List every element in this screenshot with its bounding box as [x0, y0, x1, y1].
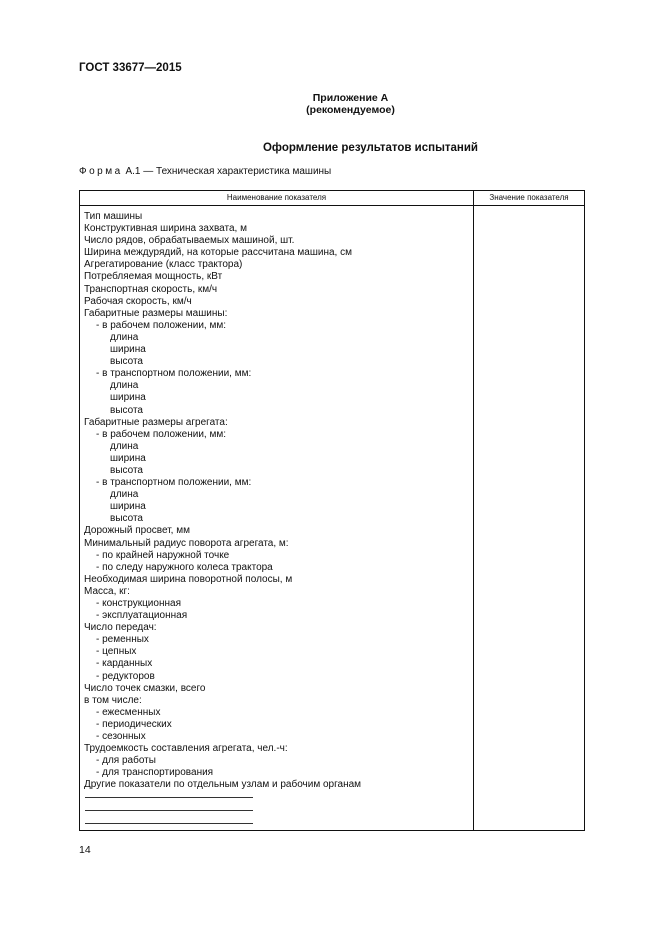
table-row: Минимальный радиус поворота агрегата, м: [84, 537, 289, 549]
form-caption-text: — Техническая характеристика машины [143, 166, 332, 177]
table-row: длина [110, 440, 139, 452]
table-row: Число точек смазки, всего [84, 682, 206, 694]
table-row: Тип машины [84, 211, 143, 222]
table-row: длина [110, 380, 139, 392]
table-row: длина [110, 331, 139, 343]
table-row: - по следу наружного колеса трактора [96, 561, 273, 573]
appendix-heading [0, 92, 661, 116]
table-row: - ежесменных [96, 706, 161, 718]
table-row: - ременных [96, 634, 149, 646]
document-code: ГОСТ 33677—2015 [79, 62, 182, 74]
table-row: - в транспортном положении, мм: [96, 368, 252, 380]
table-row: - редукторов [96, 670, 155, 682]
table-row: Ширина междурядий, на которые рассчитана машина, см [84, 247, 352, 259]
table-row: Другие показатели по отдельным узлам и рабочим органам [84, 779, 362, 791]
table-row: - для работы [96, 755, 156, 767]
table-row: Потребляемая мощность, кВт [84, 271, 223, 283]
appendix-subtitle: (рекомендуемое) [306, 104, 395, 116]
table-row: Трудоемкость составления агрегата, чел.-ч: [84, 743, 288, 755]
table-row: ширина [110, 452, 146, 464]
table-row: - периодических [96, 718, 172, 730]
section-title: Оформление результатов испытаний [262, 142, 479, 154]
header-divider [80, 205, 584, 206]
table-row: высота [110, 513, 143, 525]
table-row: ширина [110, 344, 146, 356]
table-row: - для транспортирования [96, 767, 214, 779]
table-row: - в рабочем положении, мм: [96, 319, 226, 331]
table-row: - конструкционная [96, 598, 181, 609]
blank-line [85, 810, 253, 823]
table-row: Необходимая ширина поворотной полосы, м [84, 573, 293, 585]
table-row: ширина [110, 392, 146, 404]
table-row: Рабочая скорость, км/ч [84, 295, 192, 307]
table-row: - эксплуатационная [96, 610, 188, 622]
column-header-name: Наименование показателя [226, 193, 327, 202]
table-row: - цепных [96, 646, 137, 658]
page-number: 14 [79, 844, 91, 856]
table-row: Масса, кг: [84, 585, 130, 597]
table-row: Габаритные размеры машины: [84, 307, 228, 319]
table-row: Дорожный просвет, мм [84, 525, 190, 537]
table-row: высота [110, 404, 143, 416]
appendix-title: Приложение А [312, 92, 389, 104]
table-rows [84, 211, 361, 792]
form-caption-number: А.1 [125, 166, 141, 177]
table-row: - сезонных [96, 731, 146, 743]
blank-line [85, 797, 253, 810]
table-row: - в транспортном положении, мм: [96, 477, 252, 489]
table-row: ширина [110, 501, 146, 513]
column-header-value: Значение показателя [489, 193, 569, 202]
blank-lines [85, 797, 253, 836]
form-caption-prefix: Форма [79, 166, 123, 177]
column-divider [473, 191, 474, 830]
table-row: Число передач: [84, 622, 157, 634]
blank-line [85, 823, 253, 836]
table-row: Транспортная скорость, км/ч [84, 283, 218, 295]
table-row: Агрегатирование (класс трактора) [84, 259, 243, 271]
table-row: Конструктивная ширина захвата, м [84, 223, 247, 235]
table-row: - карданных [96, 658, 153, 670]
table-row: высота [110, 356, 143, 368]
table-row: Габаритные размеры агрегата: [84, 416, 228, 428]
form-caption [79, 166, 331, 177]
table-row: высота [110, 464, 143, 476]
table-row: - в рабочем положении, мм: [96, 428, 226, 440]
table-row: Число рядов, обрабатываемых машиной, шт. [84, 235, 295, 247]
table-row: в том числе: [84, 694, 142, 706]
table-row: - по крайней наружной точке [96, 549, 230, 561]
table-row: длина [110, 489, 139, 501]
characteristics-table [79, 190, 585, 831]
